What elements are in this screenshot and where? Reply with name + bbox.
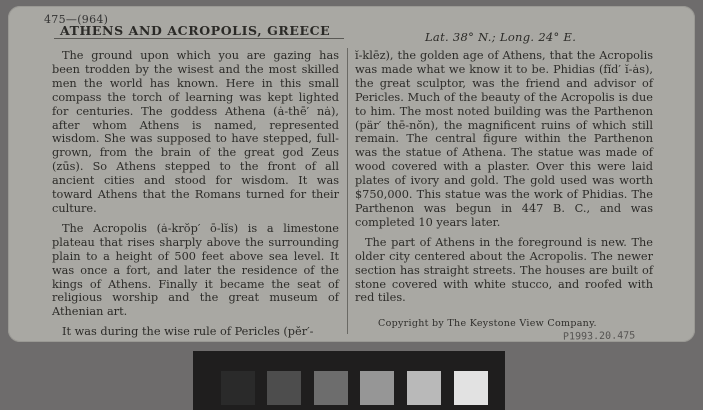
gray-patch (407, 371, 441, 405)
right-column (355, 49, 653, 311)
gray-scale-target (193, 351, 505, 410)
column-divider (347, 48, 348, 334)
catalog-number: 475—(964) (44, 13, 109, 26)
paragraph: It was during the wise rule of Pericles (pĕr′- (62, 325, 314, 339)
copyright-line: Copyright by The Keystone View Company. (378, 318, 597, 329)
accession-number: P1993.20.475 (562, 330, 636, 343)
gray-patch (454, 371, 488, 405)
title-underline (54, 38, 344, 39)
paragraph: ĭ-klēz), the golden age of Athens, that the Acropolis was made what we know it to be. Phidias (fĭd′ ĭ-ȧs), the great sculptor, was the friend and advisor of Pericles. Much of the beauty of the Acropolis is due to him. The most noted building was the Parthenon (pär′ thē-nŏn), the magnificent ruins of which still remain. The central figure within the Parthenon was the statue of Athena. The statue was made of wood covered with a plaster. Over this were laid plates of ivory and gold. The gold used was worth $750,000. This statue was the work of Phidias. The Parthenon was begun in 447 B. C., and was completed 10 years later. (355, 49, 653, 229)
gray-patch (267, 371, 301, 405)
gray-patch (360, 371, 394, 405)
left-column (52, 49, 339, 345)
paragraph: The Acropolis (ȧ-krŏp′ ō-lĭs) is a limestone plateau that rises sharply above the surrounding plain to a height of 500 feet above sea level. It was once a fort, and later the residence of the kings of Athens. Finally it became the seat of religious worship and the great museum of Athenian art. (52, 221, 339, 319)
paragraph: The ground upon which you are gazing has been trodden by the wisest and the most skilled men the world has known. Here in this small compass the torch of learning was kept lighted for centuries. The goddess Athena (ȧ-thē′ nȧ), after whom Athens is named, represented wisdom. She was supposed to have stepped, full-grown, from the brain of the great god Zeus (zūs). So Athens stepped to the front of all ancient cities and stood for wisdom. It was toward Athens that the Romans turned for their culture. (52, 49, 339, 215)
page-title: ATHENS AND ACROPOLIS, GREECE (60, 23, 331, 38)
coordinates: Lat. 38° N.; Long. 24° E. (425, 30, 577, 44)
paragraph: The part of Athens in the foreground is new. The older city centered about the Acropolis. The newer section has straight streets. The houses are built of stone covered with white stucco, and roofed with red tiles. (355, 235, 653, 305)
gray-patch (221, 371, 255, 405)
gray-patch (314, 371, 348, 405)
